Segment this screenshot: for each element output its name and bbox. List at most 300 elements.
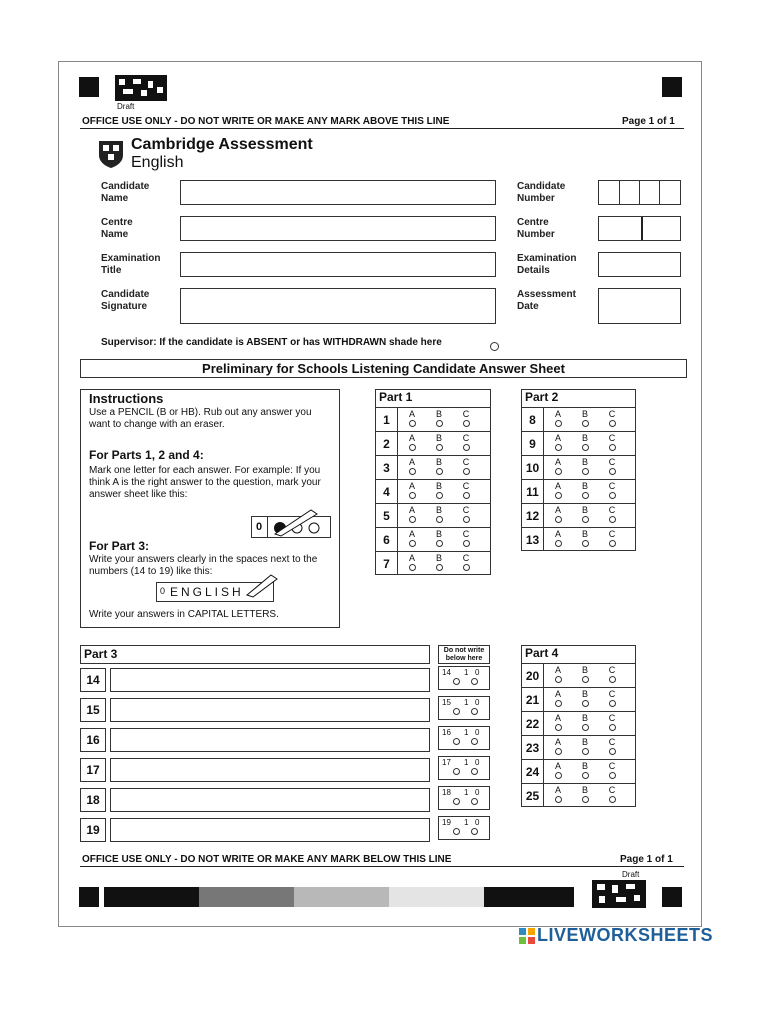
question-row <box>522 687 635 711</box>
option-letter: B <box>581 737 588 747</box>
question-number: 14 <box>80 668 106 692</box>
question-number: 23 <box>522 736 544 759</box>
centre-name-field[interactable] <box>180 216 496 241</box>
option-letter: A <box>408 505 415 515</box>
option-letter: B <box>581 433 588 443</box>
draft-label-top: Draft <box>117 102 135 111</box>
option-bubble[interactable] <box>582 772 589 779</box>
part3-answer-row <box>80 668 430 692</box>
answer-option-a[interactable] <box>550 762 566 779</box>
answer-option-a[interactable] <box>550 530 566 547</box>
option-bubble[interactable] <box>555 492 562 499</box>
option-bubble[interactable] <box>409 444 416 451</box>
mark-label-1: 1 <box>464 818 469 827</box>
question-number: 7 <box>376 552 398 575</box>
centre-number-label: Centre Number <box>517 217 555 240</box>
answer-option-c[interactable] <box>458 458 474 475</box>
mark-label-1: 1 <box>464 788 469 797</box>
answer-option-b[interactable] <box>577 786 593 803</box>
option-bubble[interactable] <box>463 492 470 499</box>
question-number: 10 <box>522 456 544 479</box>
answer-option-c[interactable] <box>604 458 620 475</box>
option-letter: C <box>608 433 616 443</box>
question-row <box>376 551 490 575</box>
part3-answer-row <box>80 698 430 722</box>
parts-124-text: Mark one letter for each answer. For example: If you think A is the right answer to the question, mark your answer sheet like this: <box>89 465 321 500</box>
option-letter: A <box>554 457 561 467</box>
answer-option-b[interactable] <box>577 530 593 547</box>
option-bubble[interactable] <box>582 444 589 451</box>
answer-option-b[interactable] <box>577 714 593 731</box>
examination-title-field[interactable] <box>180 252 496 277</box>
sheet-title-bar <box>80 359 687 378</box>
absent-bubble[interactable] <box>490 338 499 356</box>
option-letter: A <box>554 409 561 419</box>
mark-label-0: 0 <box>475 668 480 677</box>
answer-option-c[interactable] <box>604 482 620 499</box>
answer-option-b[interactable] <box>431 554 447 571</box>
option-bubble[interactable] <box>609 540 616 547</box>
mark-bubble-1 <box>453 798 460 805</box>
question-number: 24 <box>522 760 544 783</box>
question-row <box>522 503 635 527</box>
option-bubble[interactable] <box>609 516 616 523</box>
question-number: 12 <box>522 504 544 527</box>
liveworksheets-logo-icon <box>519 928 535 944</box>
mark-label-1: 1 <box>464 758 469 767</box>
option-bubble[interactable] <box>436 540 443 547</box>
option-bubble[interactable] <box>609 420 616 427</box>
option-bubble[interactable] <box>555 796 562 803</box>
option-letter: C <box>608 737 616 747</box>
option-letter: B <box>581 529 588 539</box>
option-bubble[interactable] <box>582 700 589 707</box>
capitals-text: Write your answers in CAPITAL LETTERS. <box>89 609 279 620</box>
option-bubble[interactable] <box>463 540 470 547</box>
option-bubble[interactable] <box>609 748 616 755</box>
example-word-box: 0 ENGLISH <box>156 582 274 602</box>
option-bubble[interactable] <box>582 420 589 427</box>
question-row <box>376 527 490 551</box>
option-bubble[interactable] <box>555 516 562 523</box>
option-bubble[interactable] <box>609 468 616 475</box>
option-letter: C <box>462 457 470 467</box>
option-letter: B <box>435 457 442 467</box>
option-letter: B <box>435 409 442 419</box>
option-letter: B <box>581 785 588 795</box>
answer-option-b[interactable] <box>577 458 593 475</box>
option-letter: A <box>408 553 415 563</box>
part3-answer-field[interactable] <box>110 818 430 842</box>
option-bubble[interactable] <box>582 492 589 499</box>
part3-answer-row <box>80 758 430 782</box>
page-indicator-bottom: Page 1 of 1 <box>620 854 673 865</box>
answer-option-a[interactable] <box>404 410 420 427</box>
mark-label-1: 1 <box>464 668 469 677</box>
supervisor-note: Supervisor: If the candidate is ABSENT or has WITHDRAWN shade here <box>101 337 442 348</box>
answer-option-b[interactable] <box>577 506 593 523</box>
mark-bubble-1 <box>453 768 460 775</box>
draft-label-bottom: Draft <box>622 870 640 879</box>
option-bubble[interactable] <box>463 516 470 523</box>
part3-answer-field[interactable] <box>110 758 430 782</box>
mark-label-0: 0 <box>475 818 480 827</box>
answer-option-c[interactable] <box>604 690 620 707</box>
answer-option-a[interactable] <box>550 714 566 731</box>
question-number: 6 <box>376 528 398 551</box>
answer-option-c[interactable] <box>604 666 620 683</box>
answer-option-a[interactable] <box>550 410 566 427</box>
option-bubble[interactable] <box>409 516 416 523</box>
option-bubble[interactable] <box>409 492 416 499</box>
question-number: 4 <box>376 480 398 503</box>
question-number: 16 <box>80 728 106 752</box>
option-bubble[interactable] <box>436 564 443 571</box>
bottom-rule <box>80 866 684 867</box>
option-letter: C <box>608 505 616 515</box>
answer-option-a[interactable] <box>550 506 566 523</box>
option-bubble[interactable] <box>555 444 562 451</box>
answer-option-c[interactable] <box>604 786 620 803</box>
answer-option-c[interactable] <box>604 738 620 755</box>
examiner-mark-box <box>438 816 490 840</box>
part3-answer-field[interactable] <box>110 788 430 812</box>
option-letter: B <box>581 689 588 699</box>
option-bubble[interactable] <box>555 748 562 755</box>
option-bubble[interactable] <box>463 468 470 475</box>
examiner-question-number: 17 <box>442 758 451 767</box>
option-letter: A <box>554 785 561 795</box>
question-row <box>522 431 635 455</box>
answer-option-b[interactable] <box>431 410 447 427</box>
mark-bubble-1 <box>453 708 460 715</box>
option-bubble[interactable] <box>609 724 616 731</box>
option-letter: C <box>608 761 616 771</box>
examination-title-label: Examination Title <box>101 253 161 276</box>
examiner-question-number: 16 <box>442 728 451 737</box>
answer-option-b[interactable] <box>577 410 593 427</box>
answer-option-b[interactable] <box>577 690 593 707</box>
option-bubble[interactable] <box>582 540 589 547</box>
question-number: 19 <box>80 818 106 842</box>
answer-option-c[interactable] <box>458 554 474 571</box>
part3-answer-field[interactable] <box>110 698 430 722</box>
registration-mark-bottom-left <box>79 887 99 907</box>
mark-label-0: 0 <box>475 758 480 767</box>
question-number: 8 <box>522 408 544 431</box>
mark-label-0: 0 <box>475 788 480 797</box>
parts-124-heading: For Parts 1, 2 and 4: <box>89 448 204 462</box>
option-letter: C <box>462 553 470 563</box>
example-word: ENGLISH <box>170 585 244 599</box>
option-bubble[interactable] <box>555 676 562 683</box>
answer-option-c[interactable] <box>604 506 620 523</box>
centre-number-field[interactable] <box>598 216 681 241</box>
examination-details-field[interactable] <box>598 252 681 277</box>
answer-option-c[interactable] <box>458 410 474 427</box>
option-letter: C <box>462 481 470 491</box>
answer-option-a[interactable] <box>550 482 566 499</box>
option-letter: A <box>408 529 415 539</box>
question-number: 22 <box>522 712 544 735</box>
mark-label-0: 0 <box>475 698 480 707</box>
candidate-signature-field[interactable] <box>180 288 496 324</box>
question-number: 2 <box>376 432 398 455</box>
answer-option-c[interactable] <box>458 434 474 451</box>
answer-option-c[interactable] <box>458 482 474 499</box>
mark-bubble-1 <box>453 738 460 745</box>
option-bubble[interactable] <box>463 444 470 451</box>
option-bubble[interactable] <box>582 468 589 475</box>
candidate-name-field[interactable] <box>180 180 496 205</box>
instructions-heading: Instructions <box>89 391 164 406</box>
answer-option-a[interactable] <box>550 434 566 451</box>
question-row <box>376 455 490 479</box>
answer-option-a[interactable] <box>550 458 566 475</box>
example-marking-image <box>251 516 331 538</box>
option-bubble[interactable] <box>409 564 416 571</box>
option-letter: A <box>554 713 561 723</box>
option-letter: A <box>554 761 561 771</box>
answer-option-b[interactable] <box>431 506 447 523</box>
option-letter: C <box>608 665 616 675</box>
examiner-mark-box <box>438 696 490 720</box>
question-row <box>376 503 490 527</box>
option-bubble[interactable] <box>409 540 416 547</box>
sheet-title: Preliminary for Schools Listening Candidate Answer Sheet <box>202 361 565 376</box>
option-bubble[interactable] <box>463 564 470 571</box>
part1-panel <box>375 389 491 575</box>
answer-option-c[interactable] <box>604 530 620 547</box>
question-row <box>522 783 635 807</box>
option-bubble[interactable] <box>555 420 562 427</box>
question-number: 13 <box>522 528 544 551</box>
option-letter: A <box>554 433 561 443</box>
option-bubble[interactable] <box>609 492 616 499</box>
option-letter: C <box>608 713 616 723</box>
option-letter: C <box>608 409 616 419</box>
option-letter: B <box>435 553 442 563</box>
question-row <box>522 663 635 687</box>
assessment-date-field[interactable] <box>598 288 681 324</box>
answer-option-c[interactable] <box>604 714 620 731</box>
barcode-top <box>115 75 167 101</box>
part3-answer-field[interactable] <box>110 668 430 692</box>
answer-option-a[interactable] <box>404 530 420 547</box>
answer-option-c[interactable] <box>458 506 474 523</box>
option-bubble[interactable] <box>609 700 616 707</box>
option-letter: C <box>608 689 616 699</box>
examiner-question-number: 19 <box>442 818 451 827</box>
mark-bubble-0 <box>471 678 478 685</box>
option-letter: C <box>608 785 616 795</box>
question-number: 1 <box>376 408 398 431</box>
part3-text: Write your answers clearly in the spaces next to the numbers (14 to 19) like this: <box>89 554 318 577</box>
option-letter: C <box>462 529 470 539</box>
option-bubble[interactable] <box>582 796 589 803</box>
option-letter: B <box>581 761 588 771</box>
option-bubble[interactable] <box>609 444 616 451</box>
answer-option-a[interactable] <box>404 458 420 475</box>
option-bubble[interactable] <box>436 516 443 523</box>
examiner-mark-box <box>438 756 490 780</box>
instructions-panel <box>80 389 340 628</box>
part1-title: Part 1 <box>379 390 413 404</box>
answer-option-c[interactable] <box>604 434 620 451</box>
question-row <box>376 479 490 503</box>
part3-answer-row <box>80 788 430 812</box>
answer-option-a[interactable] <box>550 738 566 755</box>
answer-option-a[interactable] <box>404 482 420 499</box>
mark-bubble-0 <box>471 768 478 775</box>
option-bubble[interactable] <box>582 748 589 755</box>
examiner-mark-box <box>438 786 490 810</box>
option-bubble[interactable] <box>582 676 589 683</box>
option-bubble[interactable] <box>436 468 443 475</box>
examiner-mark-box <box>438 726 490 750</box>
option-letter: C <box>462 409 470 419</box>
option-bubble[interactable] <box>555 772 562 779</box>
brand-line-1: Cambridge Assessment <box>131 136 313 153</box>
answer-option-c[interactable] <box>458 530 474 547</box>
option-letter: C <box>608 529 616 539</box>
answer-option-b[interactable] <box>577 434 593 451</box>
option-letter: A <box>554 737 561 747</box>
assessment-date-label: Assessment Date <box>517 289 576 312</box>
do-not-write-label: Do not write below here <box>443 647 485 662</box>
answer-option-a[interactable] <box>404 434 420 451</box>
question-row <box>522 407 635 431</box>
option-bubble[interactable] <box>555 700 562 707</box>
answer-option-a[interactable] <box>404 506 420 523</box>
option-letter: B <box>435 529 442 539</box>
answer-option-b[interactable] <box>431 458 447 475</box>
candidate-number-field[interactable] <box>598 180 681 205</box>
answer-option-a[interactable] <box>404 554 420 571</box>
option-bubble[interactable] <box>436 444 443 451</box>
question-row <box>522 735 635 759</box>
option-letter: A <box>554 689 561 699</box>
answer-option-b[interactable] <box>577 482 593 499</box>
instructions-intro: Use a PENCIL (B or HB). Rub out any answer you want to change with an eraser. <box>89 407 312 430</box>
option-bubble[interactable] <box>409 468 416 475</box>
answer-option-a[interactable] <box>550 786 566 803</box>
question-number: 18 <box>80 788 106 812</box>
question-row <box>522 711 635 735</box>
part3-answer-row <box>80 728 430 752</box>
question-number: 11 <box>522 480 544 503</box>
option-letter: C <box>462 433 470 443</box>
answer-option-b[interactable] <box>431 482 447 499</box>
part3-answer-row <box>80 818 430 842</box>
option-letter: C <box>608 457 616 467</box>
option-letter: A <box>554 665 561 675</box>
candidate-name-label: Candidate Name <box>101 181 150 204</box>
question-number: 9 <box>522 432 544 455</box>
barcode-bottom <box>592 880 646 908</box>
registration-mark-bottom-right <box>662 887 682 907</box>
examiner-mark-box <box>438 666 490 690</box>
option-letter: B <box>581 409 588 419</box>
option-bubble[interactable] <box>463 420 470 427</box>
answer-option-c[interactable] <box>604 410 620 427</box>
option-letter: B <box>435 505 442 515</box>
answer-option-a[interactable] <box>550 666 566 683</box>
option-bubble[interactable] <box>436 420 443 427</box>
question-number: 17 <box>80 758 106 782</box>
calibration-strip <box>104 887 574 907</box>
mark-bubble-0 <box>471 708 478 715</box>
option-letter: B <box>581 481 588 491</box>
option-letter: B <box>435 481 442 491</box>
do-not-write-box <box>438 645 490 664</box>
option-bubble[interactable] <box>609 676 616 683</box>
mark-bubble-1 <box>453 828 460 835</box>
option-letter: A <box>554 529 561 539</box>
option-bubble[interactable] <box>609 796 616 803</box>
shield-logo-icon <box>97 139 125 169</box>
answer-option-a[interactable] <box>550 690 566 707</box>
option-bubble[interactable] <box>555 724 562 731</box>
office-use-bottom: OFFICE USE ONLY - DO NOT WRITE OR MAKE ANY MARK BELOW THIS LINE <box>82 854 452 865</box>
answer-option-c[interactable] <box>604 762 620 779</box>
candidate-number-label: Candidate Number <box>517 181 566 204</box>
part3-heading: For Part 3: <box>89 539 150 553</box>
question-number: 20 <box>522 664 544 687</box>
mark-label-1: 1 <box>464 698 469 707</box>
page-indicator-top: Page 1 of 1 <box>622 116 675 127</box>
candidate-signature-label: Candidate Signature <box>101 289 150 312</box>
examiner-question-number: 15 <box>442 698 451 707</box>
question-row <box>376 407 490 431</box>
liveworksheets-watermark: LIVEWORKSHEETS <box>537 925 714 945</box>
answer-option-b[interactable] <box>577 666 593 683</box>
option-bubble[interactable] <box>409 420 416 427</box>
option-bubble[interactable] <box>555 540 562 547</box>
option-bubble[interactable] <box>582 516 589 523</box>
question-number: 15 <box>80 698 106 722</box>
question-number: 3 <box>376 456 398 479</box>
option-letter: B <box>581 505 588 515</box>
answer-option-b[interactable] <box>431 530 447 547</box>
option-bubble[interactable] <box>582 724 589 731</box>
option-letter: A <box>554 481 561 491</box>
question-row <box>522 527 635 551</box>
mark-label-0: 0 <box>475 728 480 737</box>
registration-mark-top-left <box>79 77 99 97</box>
examiner-question-number: 14 <box>442 668 451 677</box>
answer-option-b[interactable] <box>577 762 593 779</box>
answer-option-b[interactable] <box>577 738 593 755</box>
question-number: 21 <box>522 688 544 711</box>
office-use-top: OFFICE USE ONLY - DO NOT WRITE OR MAKE ANY MARK ABOVE THIS LINE <box>82 116 450 127</box>
brand-line-2: English <box>131 154 184 171</box>
question-number: 25 <box>522 784 544 807</box>
answer-option-b[interactable] <box>431 434 447 451</box>
option-bubble[interactable] <box>555 468 562 475</box>
part3-answer-field[interactable] <box>110 728 430 752</box>
part4-title: Part 4 <box>525 646 559 660</box>
part2-title: Part 2 <box>525 390 559 404</box>
mark-bubble-0 <box>471 798 478 805</box>
examination-details-label: Examination Details <box>517 253 577 276</box>
option-bubble[interactable] <box>609 772 616 779</box>
question-row <box>376 431 490 455</box>
option-bubble[interactable] <box>436 492 443 499</box>
part3-title: Part 3 <box>84 647 118 661</box>
option-letter: B <box>435 433 442 443</box>
option-letter: A <box>408 409 415 419</box>
